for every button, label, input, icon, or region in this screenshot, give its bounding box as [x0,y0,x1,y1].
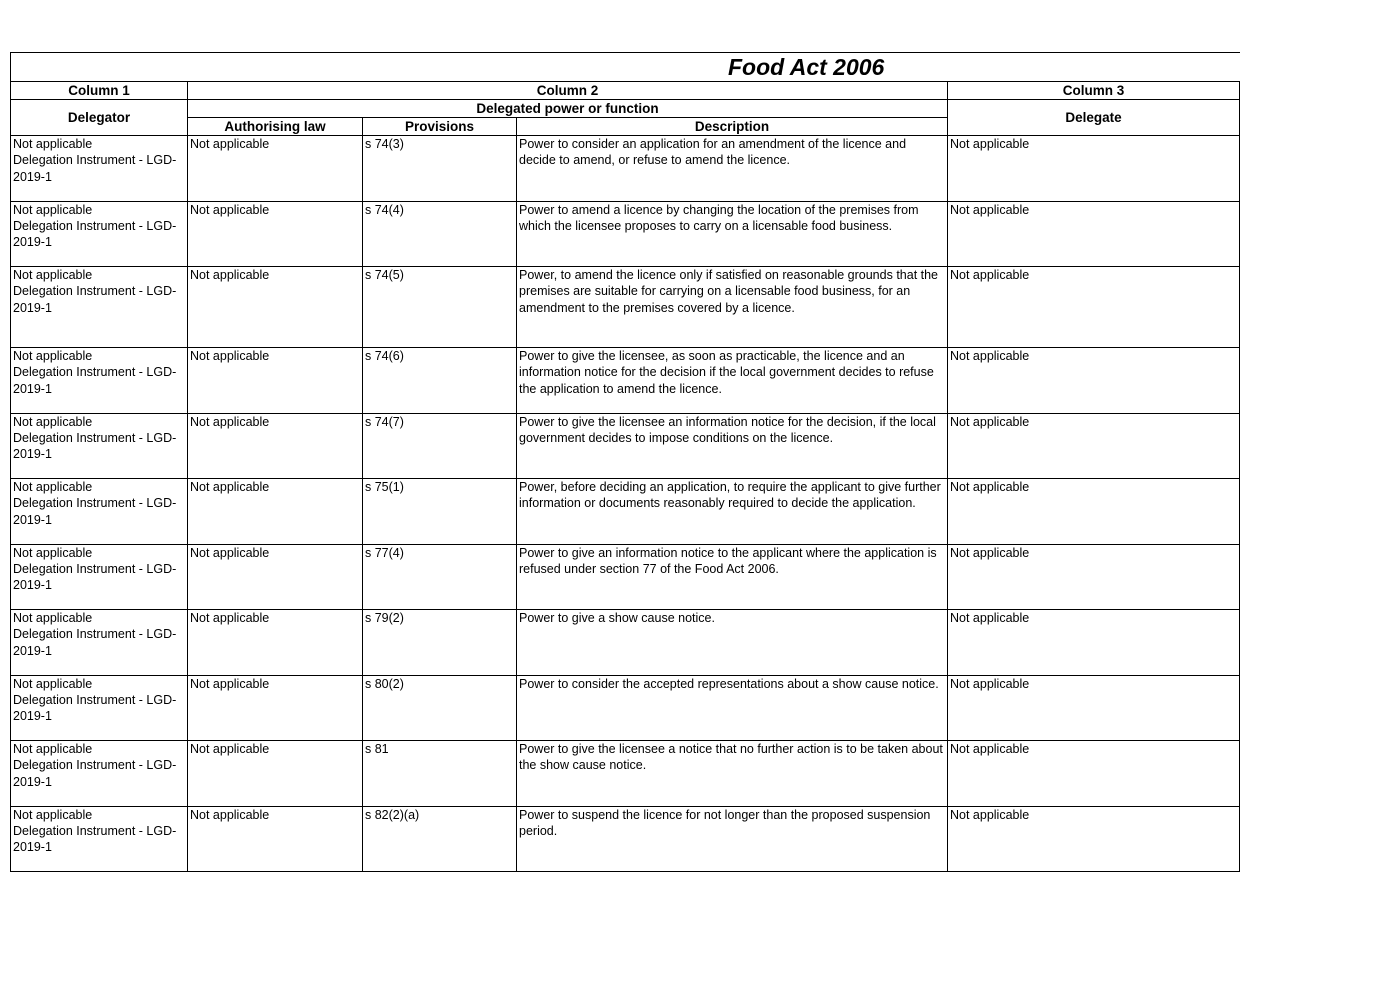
delegator-instrument-id: 2019-1 [13,578,52,593]
header-delegator: Delegator [11,100,188,136]
header-column-2: Column 2 [188,82,948,100]
authorising-law-cell: Not applicable [188,610,363,676]
delegator-cell [11,136,188,202]
delegator-line: Not applicable [13,414,93,429]
description-cell: Power to give the licensee a notice that no further action is to be taken about the show cause notice. [517,741,948,807]
delegator-line: Not applicable [13,349,93,363]
header-column-1: Column 1 [11,82,188,100]
header-description: Description [517,118,948,136]
delegator-cell [11,479,188,545]
delegator-instrument-id: 2019-1 [13,447,52,462]
delegate-cell: Not applicable [948,479,1240,545]
table-row [11,267,1240,348]
provision-cell: s 74(6) [363,348,517,414]
description-cell: Power to give the licensee, as soon as practicable, the licence and an information notice for the decision if the local government decides to refuse the application to amend the licence. [517,348,948,414]
delegator-instrument-id: 2019-1 [13,381,52,396]
header-authorising-law: Authorising law [188,118,363,136]
delegator-line: Not applicable [13,268,93,282]
delegator-instrument-line: Delegation Instrument - LGD- [13,218,177,233]
authorising-law-cell: Not applicable [188,741,363,807]
table-row [11,479,1240,545]
delegator-cell [11,267,188,348]
delegate-cell: Not applicable [948,610,1240,676]
description-cell: Power, to amend the licence only if satisfied on reasonable grounds that the premises are suitable for carrying on a licensable food business, for an amendment to the premises covered by a licence. [517,267,948,348]
delegator-line: Not applicable [13,807,93,822]
delegator-instrument-line: Delegation Instrument - LGD- [13,758,177,773]
delegator-cell [11,806,188,872]
delegate-cell: Not applicable [948,413,1240,479]
provision-cell: s 74(4) [363,201,517,267]
header-delegated-power: Delegated power or function [188,100,948,118]
delegator-instrument-line: Delegation Instrument - LGD- [13,823,177,838]
delegate-cell: Not applicable [948,806,1240,872]
delegator-cell [11,675,188,741]
delegate-cell: Not applicable [948,348,1240,414]
header-delegate: Delegate [948,100,1240,136]
description-cell: Power to consider the accepted representations about a show cause notice. [517,675,948,741]
header-column-3: Column 3 [948,82,1240,100]
delegator-cell [11,610,188,676]
delegator-line: Not applicable [13,676,93,691]
table-row [11,413,1240,479]
delegate-cell: Not applicable [948,675,1240,741]
delegator-line: Not applicable [13,611,93,625]
delegation-table [10,52,1240,872]
provision-cell: s 74(7) [363,413,517,479]
table-row [11,201,1240,267]
column-group-header-row [11,82,1240,100]
table-row [11,610,1240,676]
delegator-instrument-line: Delegation Instrument - LGD- [13,430,177,445]
delegator-line: Not applicable [13,480,93,494]
authorising-law-cell: Not applicable [188,348,363,414]
authorising-law-cell: Not applicable [188,201,363,267]
delegator-line: Not applicable [13,137,93,151]
delegator-instrument-id: 2019-1 [13,709,52,724]
delegation-register [10,52,1239,872]
delegator-cell [11,413,188,479]
provision-cell: s 74(3) [363,136,517,202]
delegator-instrument-line: Delegation Instrument - LGD- [13,365,177,380]
delegator-instrument-line: Delegation Instrument - LGD- [13,153,177,168]
delegator-line: Not applicable [13,202,93,217]
title-row [11,53,1240,82]
description-cell: Power to give the licensee an information notice for the decision, if the local government decides to impose conditions on the licence. [517,413,948,479]
delegator-cell [11,348,188,414]
header-provisions: Provisions [363,118,517,136]
provision-cell: s 82(2)(a) [363,806,517,872]
delegator-instrument-id: 2019-1 [13,512,52,527]
table-row [11,136,1240,202]
delegator-instrument-line: Delegation Instrument - LGD- [13,284,177,299]
provision-cell: s 74(5) [363,267,517,348]
authorising-law-cell: Not applicable [188,136,363,202]
delegator-line: Not applicable [13,742,93,756]
table-row [11,348,1240,414]
delegate-cell: Not applicable [948,267,1240,348]
delegator-instrument-line: Delegation Instrument - LGD- [13,627,177,642]
authorising-law-cell: Not applicable [188,413,363,479]
delegator-instrument-line: Delegation Instrument - LGD- [13,496,177,511]
delegate-cell: Not applicable [948,136,1240,202]
delegator-instrument-id: 2019-1 [13,300,52,315]
provision-cell: s 75(1) [363,479,517,545]
description-cell: Power to suspend the licence for not longer than the proposed suspension period. [517,806,948,872]
description-cell: Power to consider an application for an amendment of the licence and decide to amend, or refuse to amend the licence. [517,136,948,202]
delegator-cell [11,544,188,610]
authorising-law-cell: Not applicable [188,267,363,348]
table-row [11,806,1240,872]
delegate-cell: Not applicable [948,544,1240,610]
description-cell: Power to give an information notice to the applicant where the application is refused under section 77 of the Food Act 2006. [517,544,948,610]
description-cell: Power, before deciding an application, to require the applicant to give further information or documents reasonably required to decide the application. [517,479,948,545]
page-title: Food Act 2006 [728,54,885,80]
table-row [11,675,1240,741]
delegate-cell: Not applicable [948,741,1240,807]
delegator-instrument-id: 2019-1 [13,235,52,250]
delegate-cell: Not applicable [948,201,1240,267]
description-cell: Power to give a show cause notice. [517,610,948,676]
description-cell: Power to amend a licence by changing the location of the premises from which the licensee proposes to carry on a licensable food business. [517,201,948,267]
provision-cell: s 79(2) [363,610,517,676]
authorising-law-cell: Not applicable [188,675,363,741]
subheader-row [11,100,1240,118]
provision-cell: s 80(2) [363,675,517,741]
delegator-cell [11,741,188,807]
delegator-instrument-id: 2019-1 [13,774,52,789]
table-row [11,544,1240,610]
delegator-instrument-id: 2019-1 [13,643,52,658]
provision-cell: s 81 [363,741,517,807]
delegator-instrument-id: 2019-1 [13,840,52,855]
delegator-cell [11,201,188,267]
delegator-instrument-line: Delegation Instrument - LGD- [13,561,177,576]
authorising-law-cell: Not applicable [188,806,363,872]
provision-cell: s 77(4) [363,544,517,610]
authorising-law-cell: Not applicable [188,544,363,610]
delegator-line: Not applicable [13,545,93,560]
table-row [11,741,1240,807]
authorising-law-cell: Not applicable [188,479,363,545]
delegator-instrument-id: 2019-1 [13,169,52,184]
delegator-instrument-line: Delegation Instrument - LGD- [13,692,177,707]
